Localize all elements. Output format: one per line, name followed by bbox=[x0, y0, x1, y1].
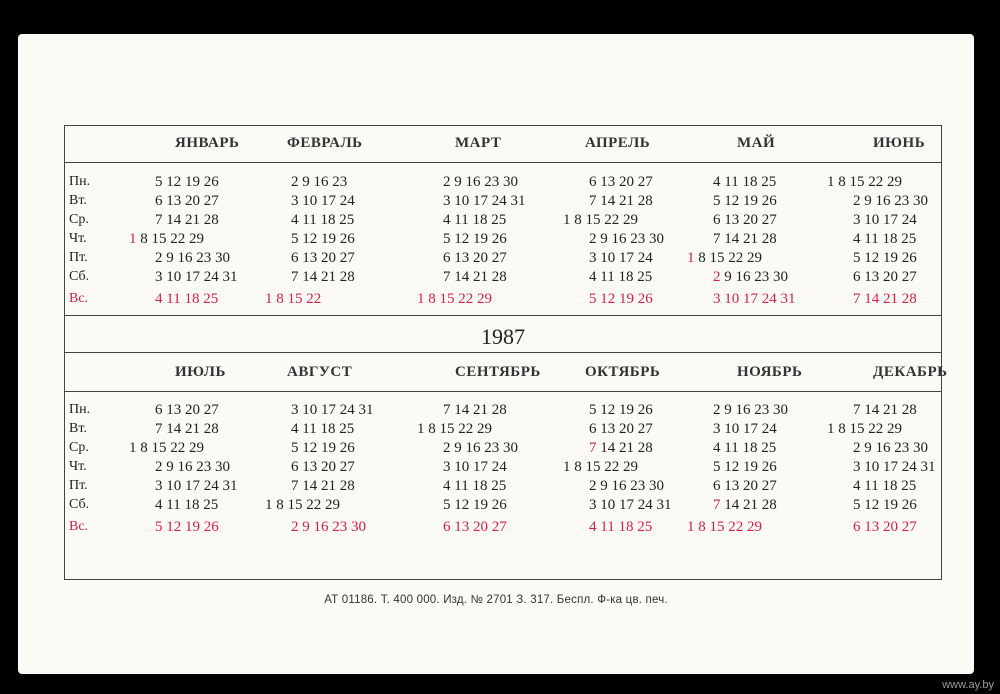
month-day-row: 6 13 20 27 bbox=[155, 402, 219, 418]
month-name: СЕНТЯБРЬ bbox=[455, 364, 541, 380]
day-numbers: 8 15 22 29 bbox=[136, 231, 204, 247]
month-day-row: 5 12 19 26 bbox=[713, 459, 777, 475]
month-day-row: 7 14 21 28 bbox=[443, 269, 507, 285]
month-day-row: 6 13 20 27 bbox=[155, 193, 219, 209]
month-name: ЯНВАРЬ bbox=[175, 135, 240, 151]
divider bbox=[65, 162, 941, 163]
month-day-row: 5 12 19 26 bbox=[155, 519, 219, 535]
month-day-row: 3 10 17 24 31 bbox=[589, 497, 672, 513]
month-day-row bbox=[713, 497, 777, 514]
month-day-row: 5 12 19 26 bbox=[589, 291, 653, 307]
month-day-row: 4 11 18 25 bbox=[713, 440, 777, 456]
month-day-row: 7 14 21 28 bbox=[291, 269, 355, 285]
month-day-row: 3 10 17 24 31 bbox=[853, 459, 936, 475]
month-day-row: 2 9 16 23 30 bbox=[853, 193, 928, 209]
month-day-row: 2 9 16 23 30 bbox=[155, 459, 230, 475]
month-day-row: 5 12 19 26 bbox=[291, 231, 355, 247]
month-day-row: 1 8 15 22 29 bbox=[563, 212, 638, 228]
month-day-row: 5 12 19 26 bbox=[443, 231, 507, 247]
month-day-row: 5 12 19 26 bbox=[853, 250, 917, 266]
month-day-row: 1 8 15 22 29 bbox=[827, 421, 902, 437]
month-day-row: 5 12 19 26 bbox=[155, 174, 219, 190]
month-name: ДЕКАБРЬ bbox=[873, 364, 948, 380]
month-name: АВГУСТ bbox=[287, 364, 353, 380]
month-name: ИЮНЬ bbox=[873, 135, 926, 151]
month-day-row: 7 14 21 28 bbox=[853, 291, 917, 307]
month-day-row: 2 9 16 23 30 bbox=[291, 519, 366, 535]
weekday-label: Пт. bbox=[69, 478, 88, 493]
month-day-row: 6 13 20 27 bbox=[853, 519, 917, 535]
weekday-label: Пт. bbox=[69, 250, 88, 265]
weekday-label: Вт. bbox=[69, 421, 87, 436]
weekday-label: Вс. bbox=[69, 519, 89, 534]
day-numbers: 14 21 28 bbox=[596, 440, 653, 456]
month-day-row: 4 11 18 25 bbox=[853, 478, 917, 494]
month-day-row: 4 11 18 25 bbox=[155, 497, 219, 513]
month-day-row: 4 11 18 25 bbox=[713, 174, 777, 190]
year-label: 1987 bbox=[481, 324, 525, 349]
watermark-text: www.ay.by bbox=[942, 679, 994, 691]
weekday-label: Вс. bbox=[69, 291, 89, 306]
weekday-label: Пн. bbox=[69, 402, 91, 417]
month-day-row: 6 13 20 27 bbox=[589, 421, 653, 437]
month-name: МАРТ bbox=[455, 135, 502, 151]
month-day-row: 6 13 20 27 bbox=[443, 519, 507, 535]
month-day-row: 7 14 21 28 bbox=[589, 193, 653, 209]
day-numbers: 14 21 28 bbox=[720, 497, 777, 513]
holiday-date: 7 bbox=[589, 440, 597, 456]
month-day-row: 5 12 19 26 bbox=[713, 193, 777, 209]
month-day-row: 5 12 19 26 bbox=[291, 440, 355, 456]
calendar-card bbox=[18, 34, 974, 674]
month-day-row: 7 14 21 28 bbox=[155, 421, 219, 437]
month-day-row: 3 10 17 24 bbox=[853, 212, 917, 228]
holiday-date: 2 bbox=[713, 269, 721, 285]
month-day-row: 6 13 20 27 bbox=[713, 478, 777, 494]
month-name: АПРЕЛЬ bbox=[585, 135, 651, 151]
month-name: МАЙ bbox=[737, 135, 776, 151]
month-day-row: 1 8 15 22 bbox=[265, 291, 322, 307]
month-day-row: 6 13 20 27 bbox=[713, 212, 777, 228]
month-name: ФЕВРАЛЬ bbox=[287, 135, 363, 151]
month-day-row: 7 14 21 28 bbox=[853, 402, 917, 418]
weekday-label: Сб. bbox=[69, 269, 90, 284]
month-day-row: 4 11 18 25 bbox=[589, 269, 653, 285]
month-day-row: 1 8 15 22 29 bbox=[687, 519, 762, 535]
month-day-row: 6 13 20 27 bbox=[589, 174, 653, 190]
weekday-label: Чт. bbox=[69, 231, 87, 246]
month-day-row: 5 12 19 26 bbox=[853, 497, 917, 513]
month-day-row: 2 9 16 23 30 bbox=[443, 174, 518, 190]
month-day-row: 7 14 21 28 bbox=[155, 212, 219, 228]
month-day-row: 5 12 19 26 bbox=[589, 402, 653, 418]
month-day-row bbox=[589, 440, 653, 457]
month-day-row: 1 8 15 22 29 bbox=[129, 440, 204, 456]
month-day-row: 1 8 15 22 29 bbox=[827, 174, 902, 190]
month-day-row: 4 11 18 25 bbox=[155, 291, 219, 307]
month-day-row: 2 9 16 23 30 bbox=[155, 250, 230, 266]
month-day-row: 7 14 21 28 bbox=[291, 478, 355, 494]
month-name: НОЯБРЬ bbox=[737, 364, 803, 380]
month-day-row bbox=[129, 231, 204, 248]
month-day-row: 4 11 18 25 bbox=[589, 519, 653, 535]
month-day-row: 6 13 20 27 bbox=[853, 269, 917, 285]
print-imprint: АТ 01186. Т. 400 000. Изд. № 2701 З. 317. Беспл. Ф-ка цв. печ. bbox=[324, 594, 668, 606]
month-day-row: 2 9 16 23 bbox=[291, 174, 348, 190]
divider bbox=[65, 352, 941, 353]
weekday-label: Ср. bbox=[69, 212, 89, 227]
divider bbox=[65, 315, 941, 316]
holiday-date: 1 bbox=[129, 231, 137, 247]
weekday-label: Вт. bbox=[69, 193, 87, 208]
calendar-grid bbox=[64, 125, 948, 580]
month-day-row: 4 11 18 25 bbox=[443, 212, 507, 228]
month-day-row: 6 13 20 27 bbox=[443, 250, 507, 266]
month-day-row: 7 14 21 28 bbox=[713, 231, 777, 247]
month-day-row: 1 8 15 22 29 bbox=[563, 459, 638, 475]
month-day-row: 1 8 15 22 29 bbox=[265, 497, 340, 513]
month-day-row bbox=[687, 250, 762, 267]
month-day-row: 3 10 17 24 31 bbox=[155, 478, 238, 494]
month-day-row: 7 14 21 28 bbox=[443, 402, 507, 418]
month-day-row: 4 11 18 25 bbox=[291, 421, 355, 437]
divider bbox=[65, 391, 941, 392]
month-day-row: 5 12 19 26 bbox=[443, 497, 507, 513]
month-name: ИЮЛЬ bbox=[175, 364, 226, 380]
month-day-row: 3 10 17 24 31 bbox=[443, 193, 526, 209]
month-day-row: 2 9 16 23 30 bbox=[443, 440, 518, 456]
month-day-row: 4 11 18 25 bbox=[853, 231, 917, 247]
month-day-row: 6 13 20 27 bbox=[291, 459, 355, 475]
month-day-row: 3 10 17 24 bbox=[443, 459, 507, 475]
month-day-row: 3 10 17 24 31 bbox=[291, 402, 374, 418]
month-day-row: 2 9 16 23 30 bbox=[853, 440, 928, 456]
month-day-row: 3 10 17 24 bbox=[713, 421, 777, 437]
month-name: ОКТЯБРЬ bbox=[585, 364, 661, 380]
month-day-row: 2 9 16 23 30 bbox=[713, 402, 788, 418]
weekday-label: Пн. bbox=[69, 174, 91, 189]
month-day-row: 3 10 17 24 bbox=[291, 193, 355, 209]
month-day-row: 3 10 17 24 31 bbox=[155, 269, 238, 285]
weekday-label: Чт. bbox=[69, 459, 87, 474]
day-numbers: 8 15 22 29 bbox=[694, 250, 762, 266]
month-day-row: 4 11 18 25 bbox=[443, 478, 507, 494]
weekday-label: Ср. bbox=[69, 440, 89, 455]
month-day-row: 2 9 16 23 30 bbox=[589, 231, 664, 247]
month-day-row: 6 13 20 27 bbox=[291, 250, 355, 266]
holiday-date: 1 bbox=[687, 250, 695, 266]
month-day-row: 3 10 17 24 31 bbox=[713, 291, 796, 307]
month-day-row: 4 11 18 25 bbox=[291, 212, 355, 228]
month-day-row: 1 8 15 22 29 bbox=[417, 291, 492, 307]
month-day-row: 3 10 17 24 bbox=[589, 250, 653, 266]
month-day-row: 1 8 15 22 29 bbox=[417, 421, 492, 437]
weekday-label: Сб. bbox=[69, 497, 90, 512]
holiday-date: 7 bbox=[713, 497, 721, 513]
month-day-row: 2 9 16 23 30 bbox=[589, 478, 664, 494]
day-numbers: 9 16 23 30 bbox=[720, 269, 788, 285]
month-day-row bbox=[713, 269, 788, 286]
